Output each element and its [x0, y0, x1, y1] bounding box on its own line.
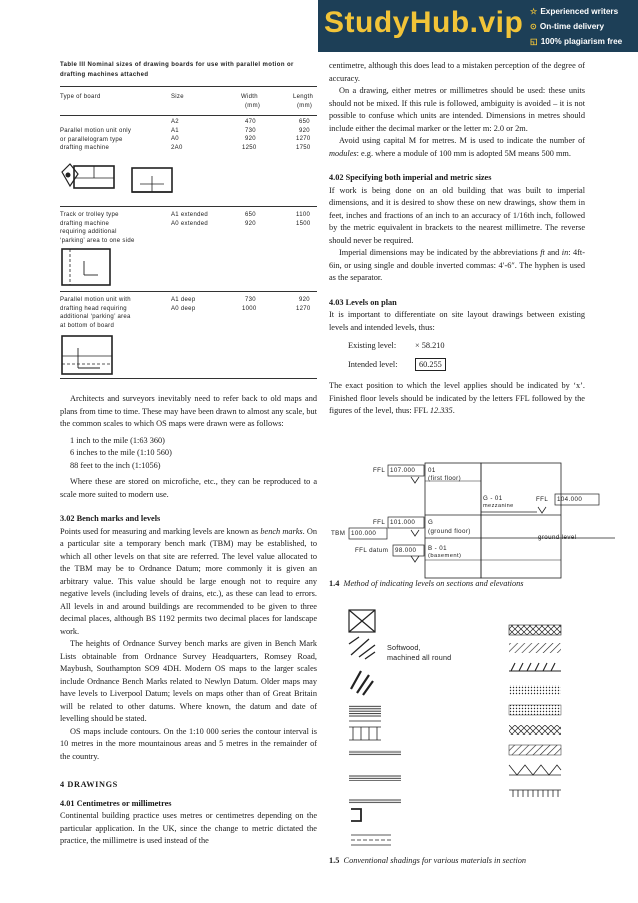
- left-column: [60, 60, 317, 848]
- feature-writers: ☆ Experienced writers: [530, 7, 619, 16]
- feature-plagiarism: ◱ 100% plagiarism free: [530, 37, 623, 46]
- figure-caption: 1.5 Conventional shadings for various materials in section: [329, 856, 527, 865]
- section-heading: 4.03 Levels on plan: [329, 297, 397, 307]
- paragraph: Where these are stored on microfiche, etc., they can be reproduced to a scale more suited to modern use.: [60, 477, 317, 499]
- paragraph: OS maps include contours. On the 1:10 000 series the contour interval is 10 metres in the more mountainous areas and 5 metres in the remainder of the country.: [60, 726, 317, 761]
- scale-list: [60, 435, 317, 473]
- figure-caption: 1.4 Method of indicating levels on sections and elevations: [329, 579, 524, 588]
- right-column: [329, 60, 585, 418]
- clock-icon: ⊙: [530, 22, 537, 31]
- promo-banner[interactable]: [318, 0, 638, 52]
- board-diagram-deep: [60, 334, 130, 378]
- level-examples: Existing level: × 58.210 Intended level: 60.255: [348, 341, 445, 369]
- paragraph: centimetre, although this does lead to a mistaken perception of the degree of accuracy.: [329, 61, 585, 83]
- paragraph: The exact position to which the level applies should be indicated by ‘x’. Finished floor levels should be indicated by the letters FFL followed by the figures of the level, thus: FFL 12.335.: [329, 381, 585, 415]
- table-header: Type of board Size Width (mm) Length (mm): [60, 94, 314, 109]
- table-row: Parallel motion unit with drafting head requiring additional ‘parking’ area at bottom of board A1 deep A0 deep 730 1000 920 1270: [60, 292, 317, 378]
- list-item: 88 feet to the inch (1:1056): [70, 460, 161, 470]
- board-diagram-track: [60, 247, 120, 289]
- table-row: Track or trolley type drafting machine requiring additional ‘parking’ area to one side A1 extended A0 extended 650 920 1100 1500: [60, 207, 317, 291]
- paragraph: Architects and surveyors inevitably need to refer back to old maps and plans from time to time. These may have been drawn to almost any scale, but the common scales to which OS maps were drawn were as follows:: [60, 394, 317, 428]
- paragraph: Avoid using capital M for metres. M is used to indicate the number of modules: e.g. where a module of 100 mm is adopted 5M means 500 mm.: [329, 136, 585, 158]
- paragraph: On a drawing, either metres or millimetres should be used: these units should not be mixed. If this rule is followed, ambiguity is avoided – it is not possible to confuse which units are intended. Dimensions in metres should include either the decimal marker or the letter m: 2.0 or 2m.: [329, 86, 585, 133]
- board-diagram-parallelogram: [60, 160, 180, 204]
- paragraph: The heights of Ordnance Survey bench marks are given in Bench Mark Lists obtainable from Ordnance Survey Headquarters, Romsey Road, Maybush, Southampton SO9 4DH. Modern OS maps to the larger scales include Ordnance Bench Marks related to Newlyn Datum. Older maps may have levels to Liverpool Datum; levels on maps other than of Great Britain will be related to other datums. Where known, the datum and date of levelling should be stated.: [60, 639, 317, 723]
- list-item: 1 inch to the mile (1:63 360): [70, 435, 165, 445]
- section-heading: 4.02 Specifying both imperial and metric sizes: [329, 173, 492, 182]
- section-heading: 3.02 Bench marks and levels: [60, 514, 161, 523]
- table-row: Parallel motion unit only or parallelogram type drafting machine A2 A1 A0 2A0 470 730 920 1250 650 920 1270 1750: [60, 116, 317, 206]
- figure-levels: FFL 107.000 01 (first floor) G - 01 mezzanine FFL 104.000 FFL 101.000 G (ground floor) TBM 100.000 ground level FFL datum 98.000 B - 01 (basement) 1.4 Method of indicating levels on sections and elevations: [329, 455, 619, 595]
- paragraph: It is important to differentiate on site layout drawings between existing levels and intended levels, thus:: [329, 310, 585, 332]
- check-shield-icon: ◱: [530, 37, 538, 46]
- table-caption: Table III Nominal sizes of drawing boards for use with parallel motion or drafting machines attached: [60, 62, 294, 78]
- figure-shadings: Softwood, machined all round 1.5 Conventional shadings for various materials in section: [329, 605, 619, 875]
- section-heading: 4 DRAWINGS: [60, 780, 118, 789]
- star-icon: ☆: [530, 7, 538, 16]
- feature-delivery: ⊙ On-time delivery: [530, 22, 605, 31]
- paragraph: If work is being done on an old building that was built to imperial dimensions, and it is desired to show these on new drawings, show them in feet, inches and fractions of an inch to an accuracy of 1/16th inch, followed by the metric equivalent in brackets to the nearest millimetre. The reverse should never be required.: [329, 185, 585, 245]
- brand-logo: StudyHub.vip: [324, 6, 524, 39]
- paragraph: Imperial dimensions may be indicated by the abbreviations ft and in: 4ft-6in, or using single and double inverted commas: 4′-6″. The hyphen is used as the separator.: [329, 248, 585, 282]
- paragraph: Points used for measuring and marking levels are known as bench marks. On a particular site a temporary bench mark (TBM) may be established, to which all other levels on that site are referred. The level value allocated to the TBM may be to Ordnance Datum; more commonly it is given an arbitrary value. This value should be large enough not to require any negative levels (including levels of drains, etc.), as these can lead to errors. All levels in and around buildings are recommended to be given to three decimal places, although BS 1192 permits two decimal places for landscape work.: [60, 526, 317, 636]
- list-item: 6 inches to the mile (1:10 560): [70, 448, 172, 457]
- paragraph: Continental building practice uses metres or centimetres depending on the particular application. In the UK, since the change to metric dictated the practice, the millimetre is used instead of the: [60, 811, 317, 845]
- section-heading: 4.01 Centimetres or millimetres: [60, 798, 172, 808]
